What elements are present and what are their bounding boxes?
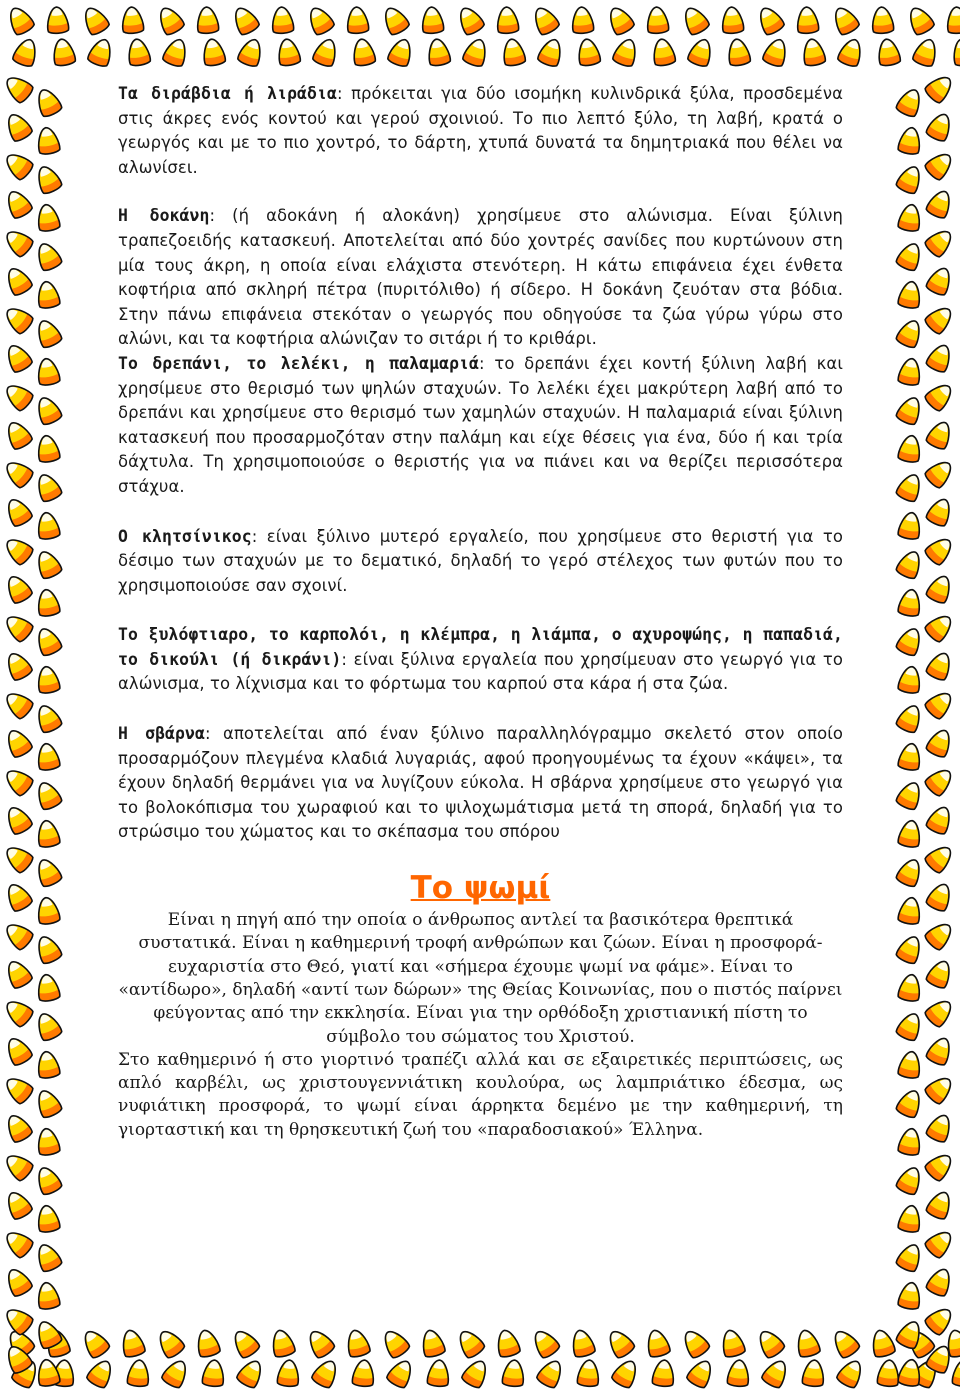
candy-corn-icon	[651, 37, 676, 66]
candy-corn-icon	[877, 1359, 900, 1387]
candy-corn-icon	[685, 1357, 716, 1389]
candy-corn-icon	[529, 4, 560, 37]
candy-corn-icon	[460, 1357, 491, 1389]
candy-corn-icon	[604, 4, 635, 37]
candy-corn-icon	[535, 1357, 566, 1389]
candy-corn-icon	[610, 1357, 641, 1389]
candy-corn-icon	[2, 1111, 33, 1144]
candy-corn-icon	[2, 726, 33, 759]
paragraph-xylofti	[118, 623, 843, 697]
candy-corn-icon	[876, 37, 901, 66]
candy-corn-icon	[502, 1359, 525, 1387]
candy-corn-icon	[162, 36, 191, 68]
candy-corn-icon	[895, 163, 925, 196]
candy-corn-icon	[237, 36, 266, 68]
candy-corn-icon	[904, 4, 935, 37]
candy-corn-icon	[897, 1281, 922, 1310]
candy-corn-icon	[1, 842, 35, 875]
candy-corn-icon	[925, 110, 955, 143]
paragraph-dokani	[118, 204, 843, 352]
candy-corn-icon	[895, 471, 925, 504]
candy-corn-icon	[35, 973, 60, 1002]
candy-corn-icon	[925, 957, 955, 990]
term-dirabdia: Τα διράβδια ή λιράδια	[118, 84, 337, 103]
candy-corn-icon	[923, 841, 956, 874]
candy-corn-icon	[802, 1359, 825, 1387]
candy-corn-icon	[923, 71, 956, 104]
candy-corn-icon	[1, 457, 35, 490]
candy-corn-icon	[895, 702, 925, 735]
paragraph-svarna	[118, 722, 843, 845]
candy-corn-icon	[35, 280, 60, 309]
definition-svarna: : αποτελείται από έναν ξύλινο παραλληλόγραμμο σκελετό στον οποίο προσαρμόζουν πλεγμένα κλαδιά λυγαριάς, αφού προηγουμένως τα έχουν «κάψει», τα έχουν δηλαδή θερμάνει για να λυγίζουν εύκολα. Η σβάρνα χρησίμευε στο γεωργό για το βολοκόπισμα του χωραφιού και το ψιλοχωμάτισμα μετά τη σπορά, δηλαδή για το στρώσιμο του χώματος και το σκέπασμα του σπόρου	[118, 724, 843, 842]
candy-corn-icon	[897, 1358, 922, 1387]
candy-corn-icon	[379, 4, 410, 37]
candy-corn-icon	[895, 317, 925, 350]
candy-corn-icon	[679, 4, 710, 37]
candy-corn-icon	[312, 36, 341, 68]
candy-corn-icon	[351, 37, 376, 66]
candy-corn-icon	[304, 1326, 336, 1359]
candy-corn-icon	[687, 36, 716, 68]
candy-corn-icon	[895, 625, 925, 658]
definition-klitsinikos: : είναι ξύλινο μυτερό εργαλείο, που χρησίμευε στο θεριστή για το δέσιμο των σταχυών με το δεματικό, δηλαδή το γερό στέλεχος των φυτών που το χρησιμοποιούσε σαν σχοινί.	[118, 526, 844, 595]
candy-corn-icon	[897, 742, 922, 771]
candy-corn-icon	[2, 418, 33, 451]
candy-corn-icon	[727, 1359, 750, 1387]
candy-corn-icon	[897, 973, 922, 1002]
candy-corn-icon	[897, 203, 922, 232]
candy-corn-icon	[895, 394, 925, 427]
candy-corn-icon	[895, 86, 925, 119]
candy-corn-icon	[897, 588, 922, 617]
candy-corn-icon	[85, 1357, 116, 1389]
candy-corn-icon	[897, 1127, 922, 1156]
candy-corn-icon	[454, 4, 485, 37]
candy-corn-icon	[923, 764, 956, 797]
candy-corn-icon	[35, 665, 60, 694]
candy-corn-icon	[754, 1326, 786, 1359]
candy-corn-icon	[679, 1326, 711, 1359]
candy-corn-icon	[229, 1326, 261, 1359]
candy-corn-icon	[421, 6, 444, 34]
candy-corn-icon	[35, 126, 60, 155]
candy-corn-icon	[923, 1072, 956, 1105]
candy-corn-icon	[569, 1328, 596, 1359]
candy-corn-icon	[925, 572, 955, 605]
candy-corn-icon	[2, 803, 33, 836]
candy-corn-icon	[1, 1150, 35, 1183]
candy-corn-icon	[33, 779, 63, 812]
candy-corn-icon	[2, 264, 33, 297]
candy-corn-icon	[897, 665, 922, 694]
candy-corn-icon	[379, 1326, 411, 1359]
candy-corn-icon	[35, 1204, 60, 1233]
candy-corn-icon	[923, 379, 956, 412]
candy-corn-icon	[952, 1359, 960, 1387]
candy-corn-icon	[1, 72, 35, 105]
candy-corn-icon	[925, 880, 955, 913]
candy-corn-icon	[2, 957, 33, 990]
candy-corn-icon	[925, 803, 955, 836]
candy-corn-icon	[501, 37, 526, 66]
candy-corn-icon	[229, 4, 260, 37]
candy-corn-icon	[33, 856, 63, 889]
candy-corn-icon	[895, 933, 925, 966]
candy-corn-icon	[79, 1326, 111, 1359]
candy-corn-icon	[35, 511, 60, 540]
candy-corn-icon	[923, 687, 956, 720]
candy-corn-icon	[612, 36, 641, 68]
candy-corn-icon	[1, 996, 35, 1029]
candy-corn-icon	[1, 303, 35, 336]
candy-corn-icon	[35, 588, 60, 617]
candy-corn-icon	[194, 1328, 221, 1359]
paragraph-drepani	[118, 352, 843, 500]
candy-corn-icon	[829, 1326, 861, 1359]
candy-corn-icon	[119, 1328, 146, 1359]
candy-corn-icon	[154, 1326, 186, 1359]
candy-corn-icon	[346, 6, 369, 34]
candy-corn-icon	[2, 1265, 33, 1298]
candy-corn-icon	[923, 995, 956, 1028]
candy-corn-icon	[202, 1359, 225, 1387]
candy-corn-icon	[46, 6, 69, 34]
candy-corn-icon	[871, 6, 894, 34]
candy-corn-icon	[923, 533, 956, 566]
candy-corn-icon	[897, 126, 922, 155]
candy-corn-icon	[2, 1188, 33, 1221]
candy-corn-icon	[35, 434, 60, 463]
candy-corn-icon	[154, 4, 185, 37]
candy-corn-icon	[721, 6, 744, 34]
candy-corn-icon	[925, 418, 955, 451]
candy-corn-icon	[427, 1359, 450, 1387]
candy-corn-icon	[835, 1357, 866, 1389]
candy-corn-icon	[387, 36, 416, 68]
candy-corn-icon	[33, 394, 63, 427]
bread-body: Στο καθημερινό ή στο γιορτινό τραπέζι αλλά και σε εξαιρετικές περιπτώσεις, ως απλό καρβέλι, ως χριστουγεννιάτικη κουλούρα, ως λαμπριάτικο έδεσμα, ως νυφιάτικη προσφορά, το ψωμί είναι άρρηκτα δεμένο με την καθημερινή, τη γιορταστική και τη θρησκευτική ζωή του «παραδοσιακού» Έλληνα.	[118, 1049, 843, 1140]
candy-corn-icon	[35, 896, 60, 925]
candy-corn-icon	[1, 611, 35, 644]
candy-corn-icon	[196, 6, 219, 34]
paragraph-dirabdia	[118, 82, 843, 180]
candy-corn-icon	[925, 1265, 955, 1298]
candy-corn-icon	[121, 6, 144, 34]
candy-corn-icon	[35, 1281, 60, 1310]
candy-corn-icon	[269, 1328, 296, 1359]
candy-corn-icon	[35, 357, 60, 386]
candy-corn-icon	[897, 819, 922, 848]
candy-corn-icon	[529, 1326, 561, 1359]
definition-drepani: : το δρεπάνι έχει κοντή ξύλινη λαβή και χρησίμευε στο θερισμό των ψηλών σταχυών. Το λελέκι έχει μακρύτερη λαβή από το δρεπάνι και χρησίμευε στο θερισμό των χαμηλών σταχυών. Η παλαμαριά είναι ξύλινη κατασκευή που προσαρμοζόταν στην παλάμη και είχε θέσεις για ένα, δύο ή και τρία δάχτυλα. Τη χρησιμοποιούσε ο θεριστής για να πιάνει και να θερίζει περισσότερα στάχυα.	[118, 353, 843, 496]
candy-corn-icon	[51, 37, 76, 66]
candy-corn-icon	[1, 1304, 35, 1337]
candy-corn-icon	[352, 1359, 375, 1387]
candy-corn-icon	[33, 86, 63, 119]
candy-corn-icon	[923, 918, 956, 951]
candy-corn-icon	[2, 495, 33, 528]
candy-corn-icon	[33, 471, 63, 504]
term-klitsinikos: Ο κλητσίνικος	[118, 526, 252, 546]
candy-corn-icon	[33, 1241, 63, 1274]
candy-corn-icon	[754, 4, 785, 37]
candy-corn-icon	[454, 1326, 486, 1359]
candy-corn-icon	[897, 434, 922, 463]
candy-corn-icon	[2, 1034, 33, 1067]
document-body	[118, 82, 843, 1142]
candy-corn-icon	[923, 302, 956, 335]
candy-corn-icon	[271, 6, 294, 34]
candy-corn-icon	[604, 1326, 636, 1359]
candy-corn-icon	[35, 742, 60, 771]
candy-corn-icon	[126, 37, 151, 66]
candy-corn-icon	[496, 6, 519, 34]
candy-corn-icon	[895, 1164, 925, 1197]
candy-corn-icon	[897, 1050, 922, 1079]
candy-corn-icon	[796, 6, 819, 34]
candy-corn-icon	[537, 36, 566, 68]
candy-corn-icon	[794, 1328, 821, 1359]
candy-corn-icon	[925, 1111, 955, 1144]
candy-corn-icon	[923, 225, 956, 258]
definition-xylofti: : είναι ξύλινα εργαλεία που χρησίμευαν στο γεωργό για το αλώνισμα, το λίχνισμα και το φόρτωμα του καρπού στα κάρα ή στα ζώα.	[118, 649, 843, 694]
candy-corn-icon	[1, 1073, 35, 1106]
candy-corn-icon	[235, 1357, 266, 1389]
candy-corn-icon	[571, 6, 594, 34]
candy-corn-icon	[1, 226, 35, 259]
candy-corn-icon	[1, 149, 35, 182]
candy-corn-icon	[35, 203, 60, 232]
candy-corn-icon	[577, 1359, 600, 1387]
candy-corn-icon	[897, 357, 922, 386]
candy-corn-icon	[33, 702, 63, 735]
candy-corn-icon	[1, 765, 35, 798]
candy-corn-icon	[925, 341, 955, 374]
candy-corn-icon	[87, 36, 116, 68]
candy-corn-icon	[925, 649, 955, 682]
candy-corn-icon	[1, 688, 35, 721]
candy-corn-icon	[923, 610, 956, 643]
candy-corn-icon	[923, 148, 956, 181]
candy-corn-icon	[897, 896, 922, 925]
candy-corn-icon	[33, 1164, 63, 1197]
candy-corn-icon	[201, 37, 226, 66]
candy-corn-icon	[869, 1328, 896, 1359]
candy-corn-icon	[895, 1010, 925, 1043]
candy-corn-icon	[2, 649, 33, 682]
candy-corn-icon	[33, 548, 63, 581]
candy-corn-icon	[310, 1357, 341, 1389]
definition-dokani: : (ή αδοκάνη ή αλοκάνη) χρησίμευε στο αλώνισμα. Είναι ξύλινη τραπεζοειδής κατασκευή. Αποτελείται από δύο χοντρές σανίδες που κυρτώνουν στη μία τους άκρη, η οποία είναι ελάχιστα στενότερη. Η κάτω επιφάνεια έχει ένθετα κοφτήρια από σκληρή πέτρα (πυριτόλιθο) ή σίδερο. Η δοκάνη ζευόταν στα βόδια. Στην πάνω επιφάνεια στεκόταν ο γεωργός που οδηγούσε τα ζώα γύρω γύρω στο αλώνι, και τα κοφτήρια αλώνιζαν το σιτάρι ή το κριθάρι.	[118, 206, 843, 349]
candy-corn-icon	[2, 880, 33, 913]
candy-corn-icon	[1, 534, 35, 567]
candy-corn-icon	[726, 37, 751, 66]
candy-corn-icon	[33, 1087, 63, 1120]
candy-corn-icon	[923, 1226, 956, 1259]
term-dokani: Η δοκάνη	[118, 206, 210, 226]
candy-corn-icon	[2, 572, 33, 605]
candy-corn-icon	[912, 36, 941, 68]
candy-corn-icon	[925, 1034, 955, 1067]
candy-corn-icon	[33, 240, 63, 273]
candy-corn-icon	[895, 548, 925, 581]
definition-dirabdia: : πρόκειται για δύο ισομήκη κυλινδρικά ξύλα, προσδεμένα στις άκρες ενός κοντού και γερού σχοινιού. Το πιο λεπτό ξύλο, τη λαβή, κρατά ο γεωργός και με το πιο χοντρό, το δάρτη, χτυπά δυνατά τα δημητριακά που θέλει να αλωνίσει.	[118, 84, 843, 177]
candy-corn-icon	[719, 1328, 746, 1359]
candy-corn-icon	[12, 36, 41, 68]
candy-corn-icon	[1, 380, 35, 413]
candy-corn-icon	[2, 110, 33, 143]
candy-corn-icon	[951, 37, 960, 66]
candy-corn-icon	[801, 37, 826, 66]
candy-corn-icon	[646, 6, 669, 34]
candy-corn-icon	[33, 933, 63, 966]
candy-corn-icon	[923, 456, 956, 489]
term-drepani: Το δρεπάνι, το λελέκι, η παλαμαριά	[118, 353, 479, 373]
bread-intro: Είναι η πηγή από την οποία ο άνθρωπος αντλεί τα βασικότερα θρεπτικά συστατικά. Είναι η καθημερινή τροφή ανθρώπων και ζώων. Είναι η προσφορά-ευχαριστία στο Θεό, γιατί και «σήμερα έχουμε ψωμί να φάμε». Είναι το «αντίδωρο», δηλαδή «αντί των δώρων» της Θείας Κοινωνίας, που ο πιστός παίρνει φεύγοντας από την εκκλησία. Είναι για την ορθόδοξη χριστιανική πίστη το σύμβολο του σώματος του Χριστού.	[118, 910, 843, 1047]
candy-corn-icon	[895, 1087, 925, 1120]
candy-corn-icon	[35, 1358, 60, 1387]
candy-corn-icon	[897, 511, 922, 540]
candy-corn-icon	[923, 1149, 956, 1182]
candy-corn-icon	[897, 280, 922, 309]
paragraph-klitsinikos	[118, 525, 843, 599]
candy-corn-icon	[385, 1357, 416, 1389]
candy-corn-icon	[79, 4, 110, 37]
candy-corn-icon	[304, 4, 335, 37]
candy-corn-icon	[829, 4, 860, 37]
candy-corn-icon	[33, 1010, 63, 1043]
candy-corn-icon	[35, 1050, 60, 1079]
candy-corn-icon	[2, 187, 33, 220]
candy-corn-icon	[837, 36, 866, 68]
candy-corn-icon	[925, 187, 955, 220]
candy-corn-icon	[897, 1204, 922, 1233]
candy-corn-icon	[127, 1359, 150, 1387]
candy-corn-icon	[1, 1227, 35, 1260]
candy-corn-icon	[925, 495, 955, 528]
candy-corn-icon	[344, 1328, 371, 1359]
candy-corn-icon	[33, 625, 63, 658]
candy-corn-icon	[426, 37, 451, 66]
candy-corn-icon	[925, 264, 955, 297]
candy-corn-icon	[33, 317, 63, 350]
section-title-bread: Το ψωμί	[410, 870, 551, 907]
candy-corn-icon	[925, 726, 955, 759]
term-xylofti: Το ξυλόφτιαρο, το καρπολόι, η κλέμπρα, η λιάμπα, ο αχυροψώης, η παπαδιά, το δικούλι (ή δικράνι)	[118, 625, 843, 669]
candy-corn-icon	[895, 856, 925, 889]
candy-corn-icon	[895, 779, 925, 812]
candy-corn-icon	[419, 1328, 446, 1359]
candy-corn-icon	[4, 4, 35, 37]
candy-corn-icon	[494, 1328, 521, 1359]
candy-corn-icon	[895, 240, 925, 273]
candy-corn-icon	[462, 36, 491, 68]
candy-corn-icon	[35, 819, 60, 848]
candy-corn-icon	[277, 1359, 300, 1387]
candy-corn-icon	[1, 919, 35, 952]
candy-corn-icon	[2, 341, 33, 374]
candy-corn-icon	[33, 163, 63, 196]
candy-corn-icon	[576, 37, 601, 66]
candy-corn-icon	[644, 1328, 671, 1359]
term-svarna: Η σβάρνα	[118, 724, 205, 744]
candy-corn-icon	[35, 1127, 60, 1156]
candy-corn-icon	[276, 37, 301, 66]
candy-corn-icon	[762, 36, 791, 68]
candy-corn-icon	[760, 1357, 791, 1389]
candy-corn-icon	[925, 1188, 955, 1221]
candy-corn-icon	[160, 1357, 191, 1389]
candy-corn-icon	[946, 6, 960, 34]
candy-corn-icon	[652, 1359, 675, 1387]
candy-corn-icon	[895, 1241, 925, 1274]
